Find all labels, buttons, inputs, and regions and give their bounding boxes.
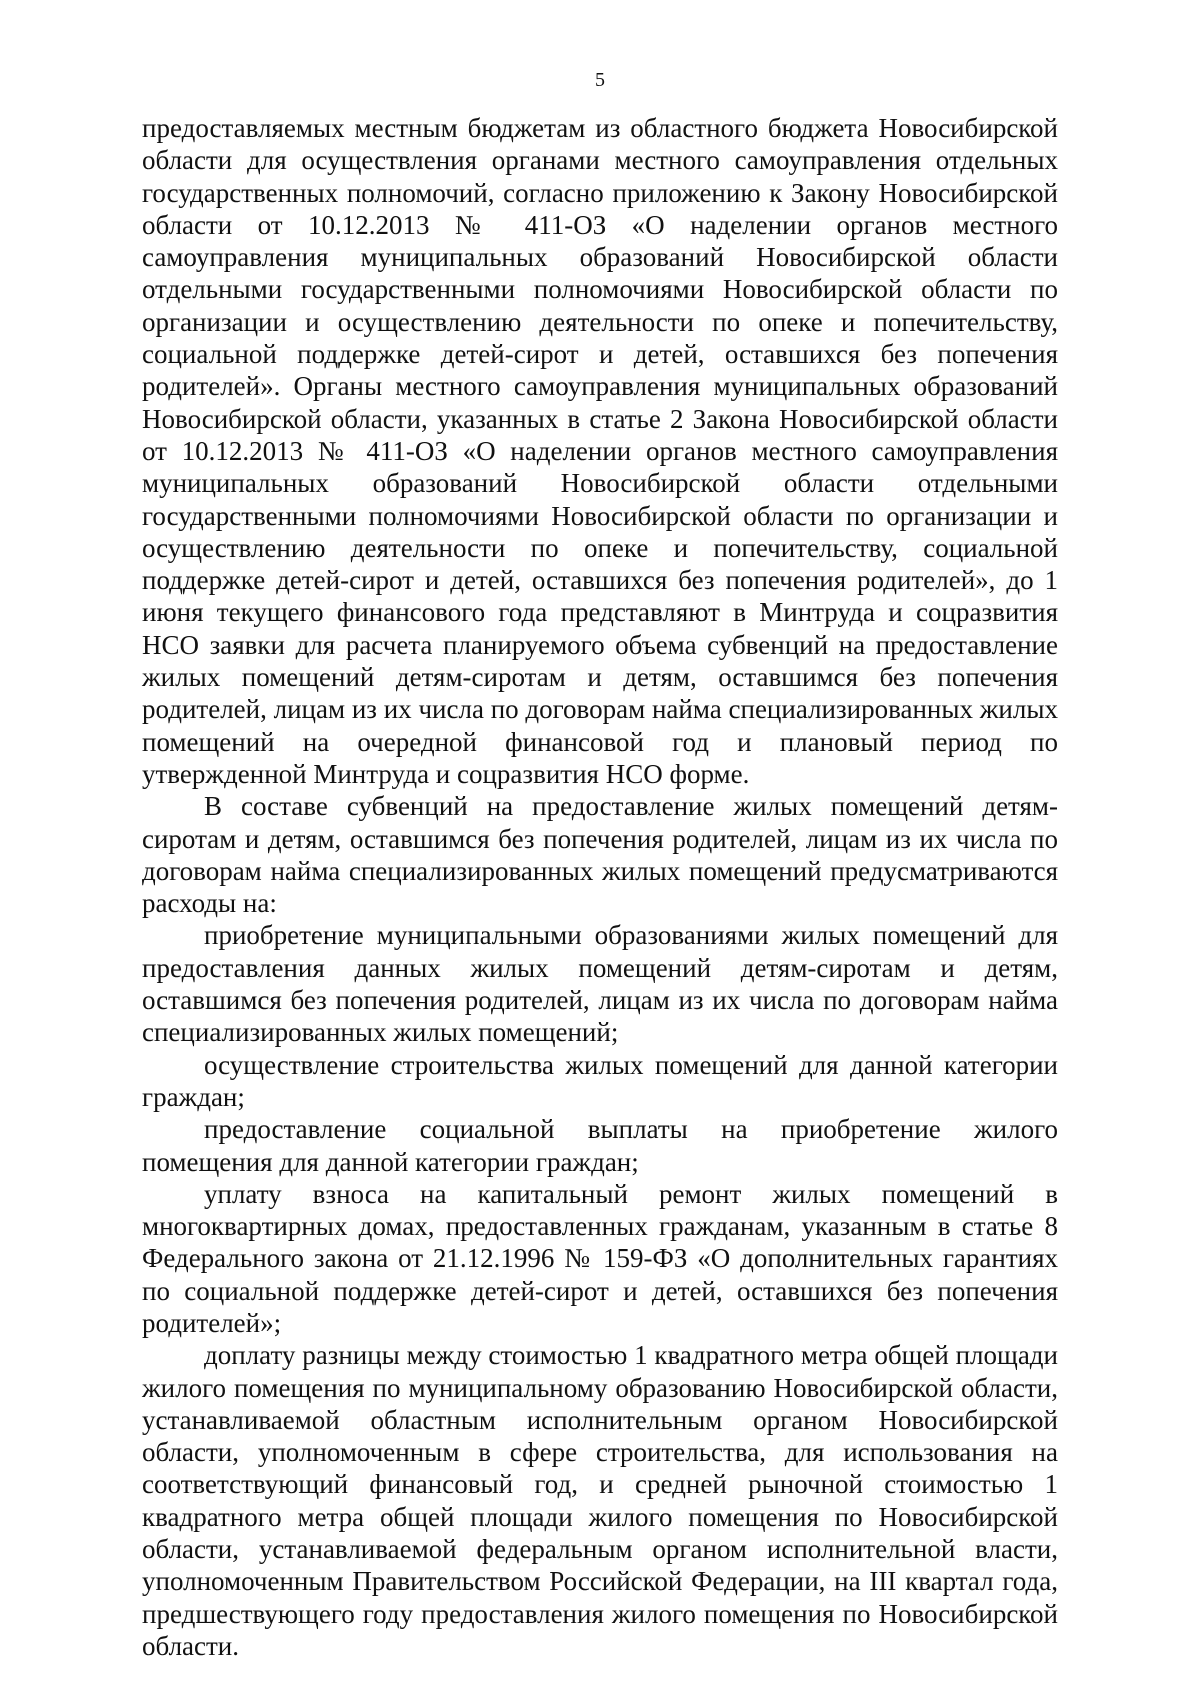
- paragraph-list-item: приобретение муниципальными образованиями жилых помещений для предоставления данных жилых помещений детям-сиротам и детям, оставшимся без попечения родителей, лицам из их числа по договорам найма специализированных жилых помещений;: [142, 920, 1058, 1048]
- paragraph-list-item: уплату взноса на капитальный ремонт жилых помещений в многоквартирных домах, предоставленных гражданам, указанным в статье 8 Федерального закона от 21.12.1996 № 159-ФЗ «О дополнительных гарантиях по социальной поддержке детей-сирот и детей, оставшихся без попечения родителей»;: [142, 1178, 1058, 1338]
- paragraph-subvention-composition: В составе субвенций на предоставление жилых помещений детям-сиротам и детям, оставшимся без попечения родителей, лицам из их числа по договорам найма специализированных жилых помещений предусматриваются расходы на:: [142, 791, 1058, 919]
- paragraph-list-item: доплату разницы между стоимостью 1 квадратного метра общей площади жилого помещения по муниципальному образованию Новосибирской области, устанавливаемой областным исполнительным органом Новосибирской области, уполномоченным в сфере строительства, для использования на соответствующий финансовый год, и средней рыночной стоимостью 1 квадратного метра общей площади жилого помещения по Новосибирской области, устанавливаемой федеральным органом исполнительной власти, уполномоченным Правительством Российской Федерации, на III квартал года, предшествующего году предоставления жилого помещения по Новосибирской области.: [142, 1340, 1058, 1661]
- document-body: [142, 112, 1058, 1662]
- paragraph-list-item: предоставление социальной выплаты на приобретение жилого помещения для данной категории граждан;: [142, 1114, 1058, 1177]
- paragraph-list-item: осуществление строительства жилых помещений для данной категории граждан;: [142, 1049, 1058, 1112]
- page-number: 5: [595, 69, 605, 91]
- paragraph-continuation: предоставляемых местным бюджетам из областного бюджета Новосибирской области для осуществления органами местного самоуправления отдельных государственных полномочий, согласно приложению к Закону Новосибирской области от 10.12.2013 № 411-ОЗ «О наделении органов местного самоуправления муниципальных образований Новосибирской области отдельными государственными полномочиями Новосибирской области по организации и осуществлению деятельности по опеке и попечительству, социальной поддержке детей-сирот и детей, оставшихся без попечения родителей». Органы местного самоуправления муниципальных образований Новосибирской области, указанных в статье 2 Закона Новосибирской области от 10.12.2013 № 411-ОЗ «О наделении органов местного самоуправления муниципальных образований Новосибирской области отдельными государственными полномочиями Новосибирской области по организации и осуществлению деятельности по опеке и попечительству, социальной поддержке детей-сирот и детей, оставшихся без попечения родителей», до 1 июня текущего финансового года представляют в Минтруда и соцразвития НСО заявки для расчета планируемого объема субвенций на предоставление жилых помещений детям-сиротам и детям, оставшимся без попечения родителей, лицам из их числа по договорам найма специализированных жилых помещений на очередной финансовой год и плановый период по утвержденной Минтруда и соцразвития НСО форме.: [142, 113, 1058, 789]
